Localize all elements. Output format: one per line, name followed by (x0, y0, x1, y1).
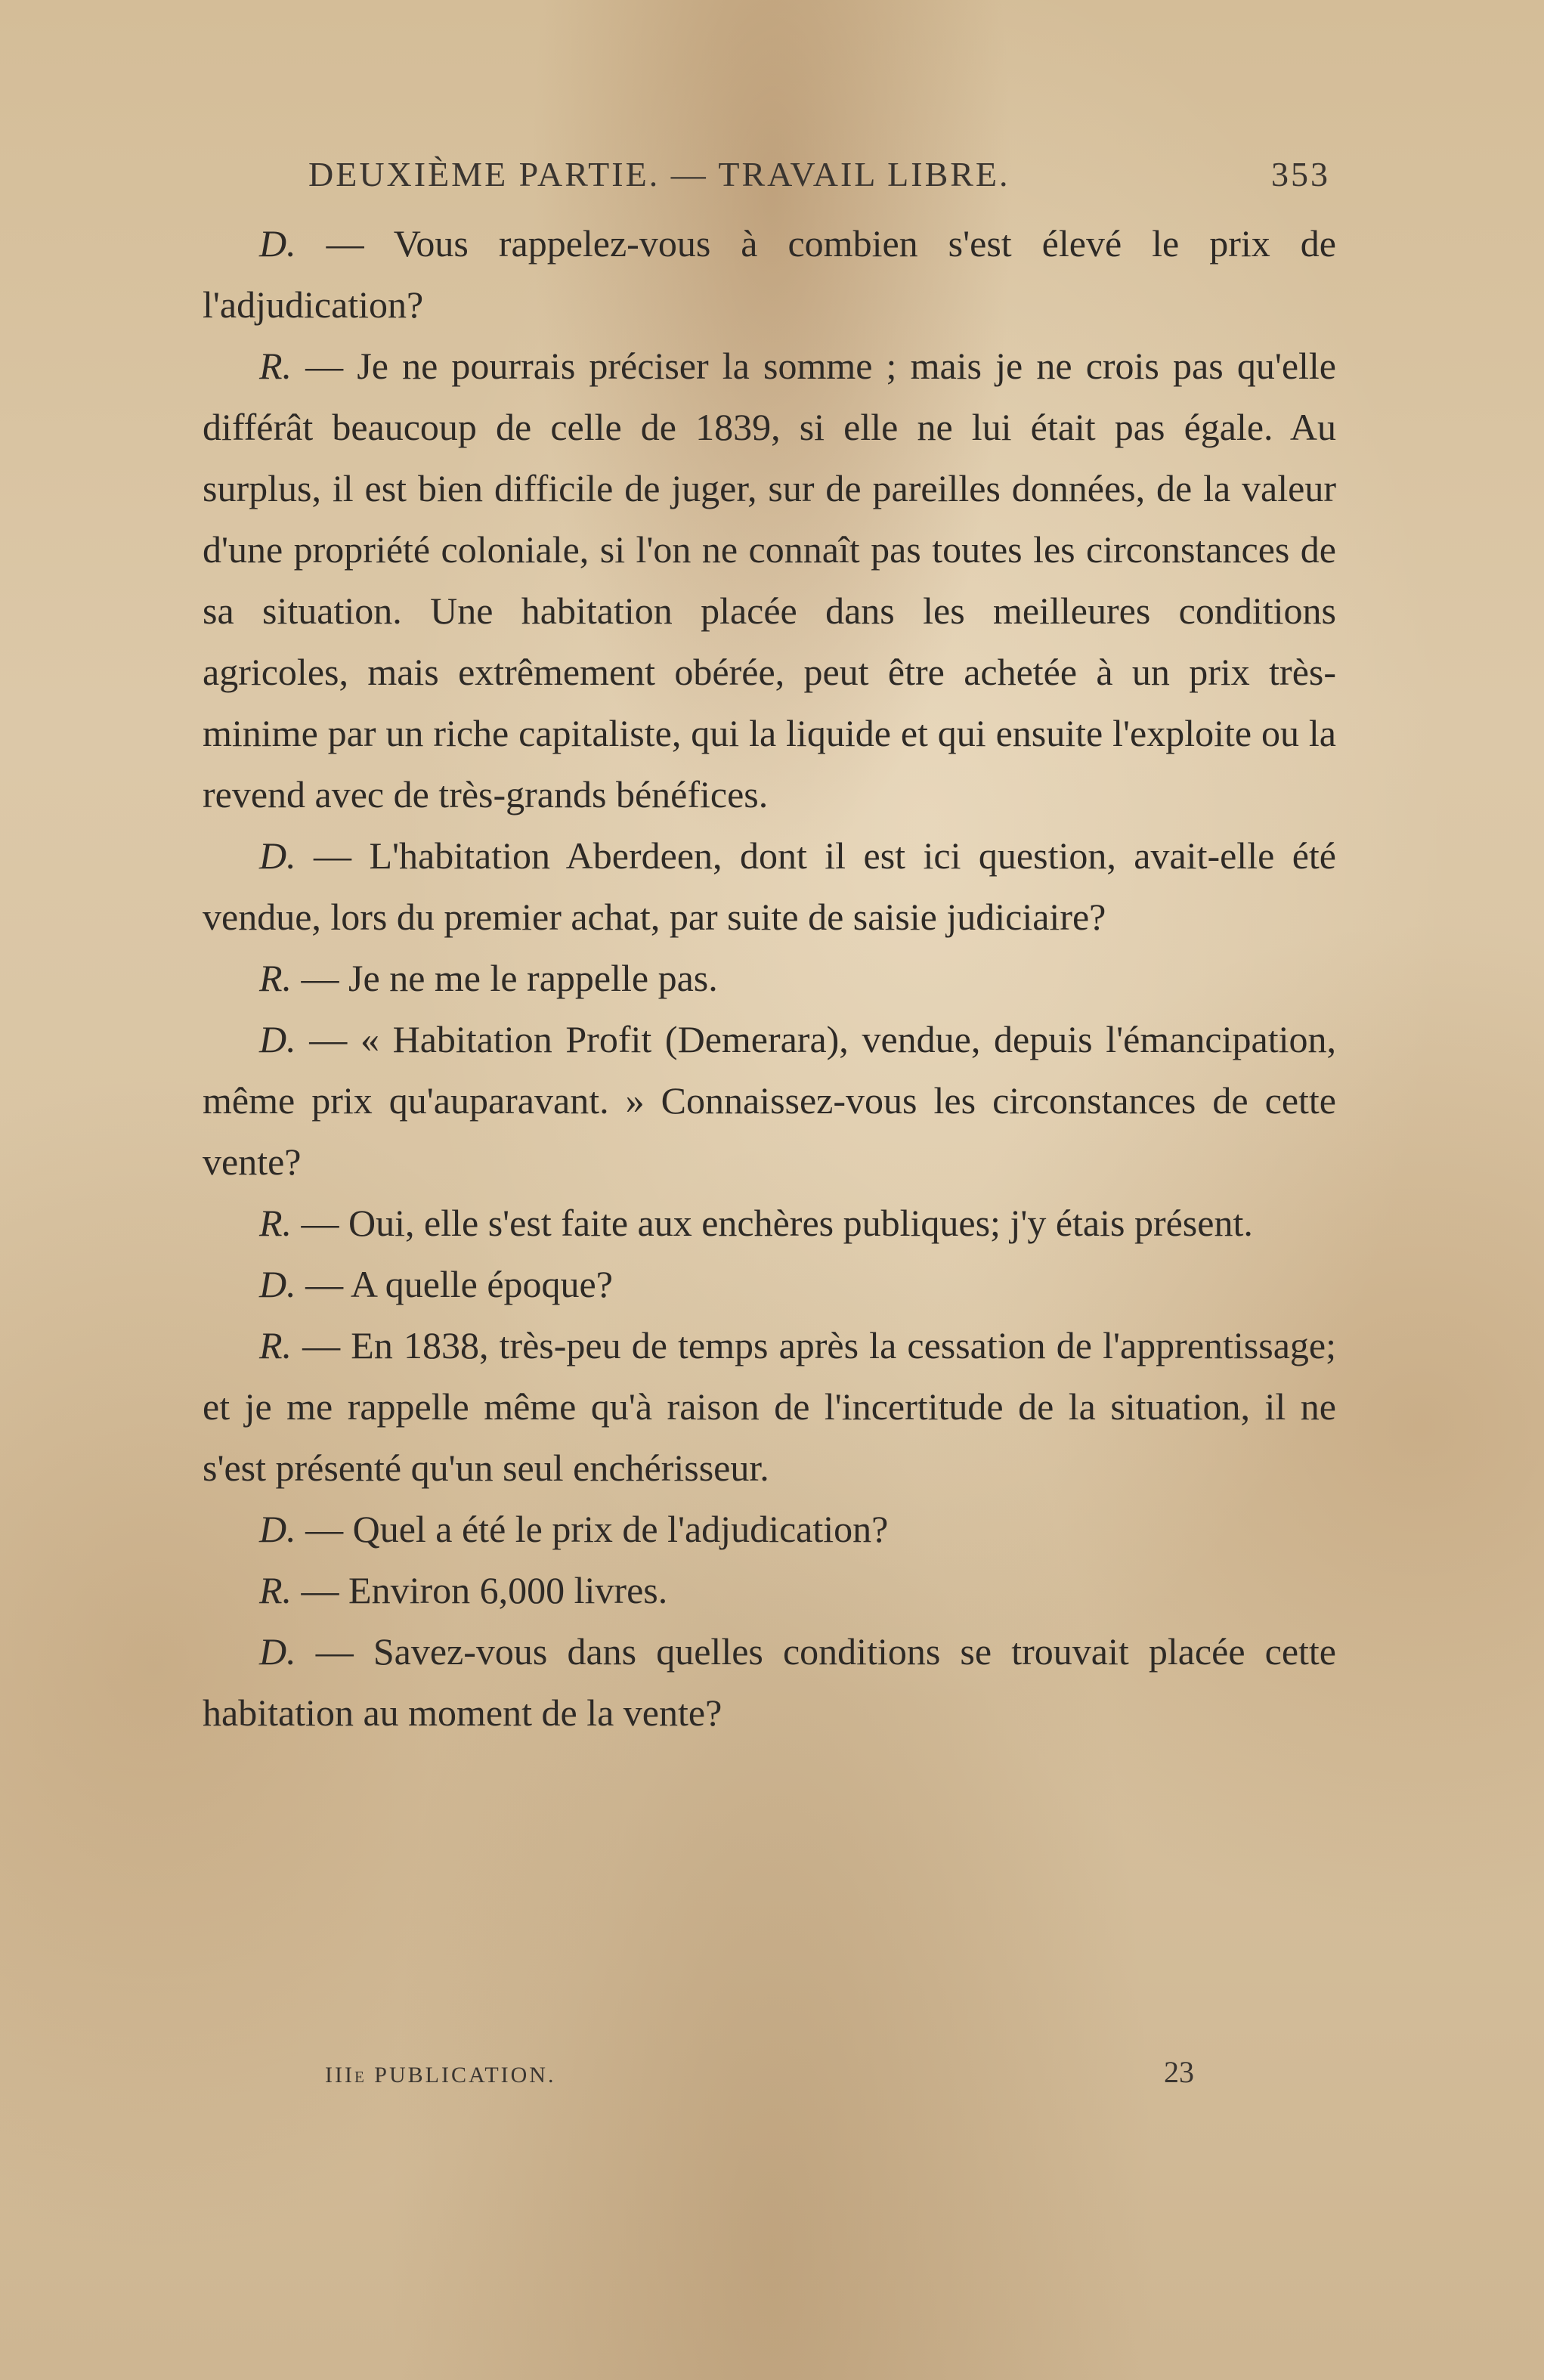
header-title: DEUXIÈME PARTIE. — TRAVAIL LIBRE. (308, 155, 1010, 193)
paragraph (203, 948, 1336, 1009)
paragraph (203, 1193, 1336, 1254)
signature-mark: 23 (1164, 2055, 1194, 2089)
speaker-label: D. (259, 834, 296, 877)
paragraph (203, 1254, 1336, 1315)
paragraph-text: — Vous rappelez-vous à combien s'est élevé le prix de l'adjudication? (203, 222, 1336, 326)
paragraph-text: — En 1838, très-peu de temps après la cessation de l'apprentissage; et je me rappelle même qu'à raison de l'incertitude de la situation, il ne s'est présenté qu'un seul enchérisseur. (203, 1324, 1336, 1489)
paragraph (203, 213, 1336, 336)
speaker-label: D. (259, 1263, 296, 1305)
paragraph (203, 1621, 1336, 1744)
page-footer (325, 2054, 1194, 2090)
speaker-label: D. (259, 1018, 296, 1060)
speaker-label: D. (259, 222, 296, 265)
paragraph-text: — Je ne me le rappelle pas. (292, 957, 718, 999)
speaker-label: R. (259, 1324, 292, 1366)
speaker-label: D. (259, 1630, 296, 1673)
speaker-label: R. (259, 345, 292, 387)
paragraph (203, 1315, 1336, 1499)
body-text (203, 213, 1336, 1744)
paragraph-text: — A quelle époque? (295, 1263, 613, 1305)
paragraph-text: — Savez-vous dans quelles conditions se trouvait placée cette habitation au moment de la vente? (203, 1630, 1336, 1734)
speaker-label: D. (259, 1508, 296, 1550)
paragraph-text: — « Habitation Profit (Demerara), vendue, depuis l'émancipation, même prix qu'auparavant. » Connaissez-vous les circonstances de cette vente? (203, 1018, 1336, 1183)
book-page (203, 0, 1336, 2380)
paragraph (203, 1009, 1336, 1193)
running-header (308, 154, 1330, 194)
paragraph (203, 825, 1336, 948)
page-number: 353 (1271, 155, 1330, 193)
speaker-label: R. (259, 1202, 292, 1244)
publication-note: IIIe PUBLICATION. (325, 2063, 556, 2088)
paragraph-text: — Oui, elle s'est faite aux enchères publiques; j'y étais présent. (292, 1202, 1253, 1244)
paragraph-text: — L'habitation Aberdeen, dont il est ici question, avait-elle été vendue, lors du premier achat, par suite de saisie judiciaire? (203, 834, 1336, 938)
paragraph (203, 1560, 1336, 1621)
paragraph-text: — Quel a été le prix de l'adjudication? (295, 1508, 889, 1550)
paragraph-text: — Je ne pourrais préciser la somme ; mais je ne crois pas qu'elle différât beaucoup de celle de 1839, si elle ne lui était pas égale. Au surplus, il est bien difficile de juger, sur de pareilles données, de la valeur d'une propriété coloniale, si l'on ne connaît pas toutes les circonstances de sa situation. Une habitation placée dans les meilleures conditions agricoles, mais extrêmement obérée, peut être achetée à un prix très-minime par un riche capitaliste, qui la liquide et qui ensuite l'exploite ou la revend avec de très-grands bénéfices. (203, 345, 1336, 816)
speaker-label: R. (259, 957, 292, 999)
paragraph (203, 336, 1336, 825)
paragraph (203, 1499, 1336, 1560)
speaker-label: R. (259, 1569, 292, 1611)
paragraph-text: — Environ 6,000 livres. (292, 1569, 668, 1611)
